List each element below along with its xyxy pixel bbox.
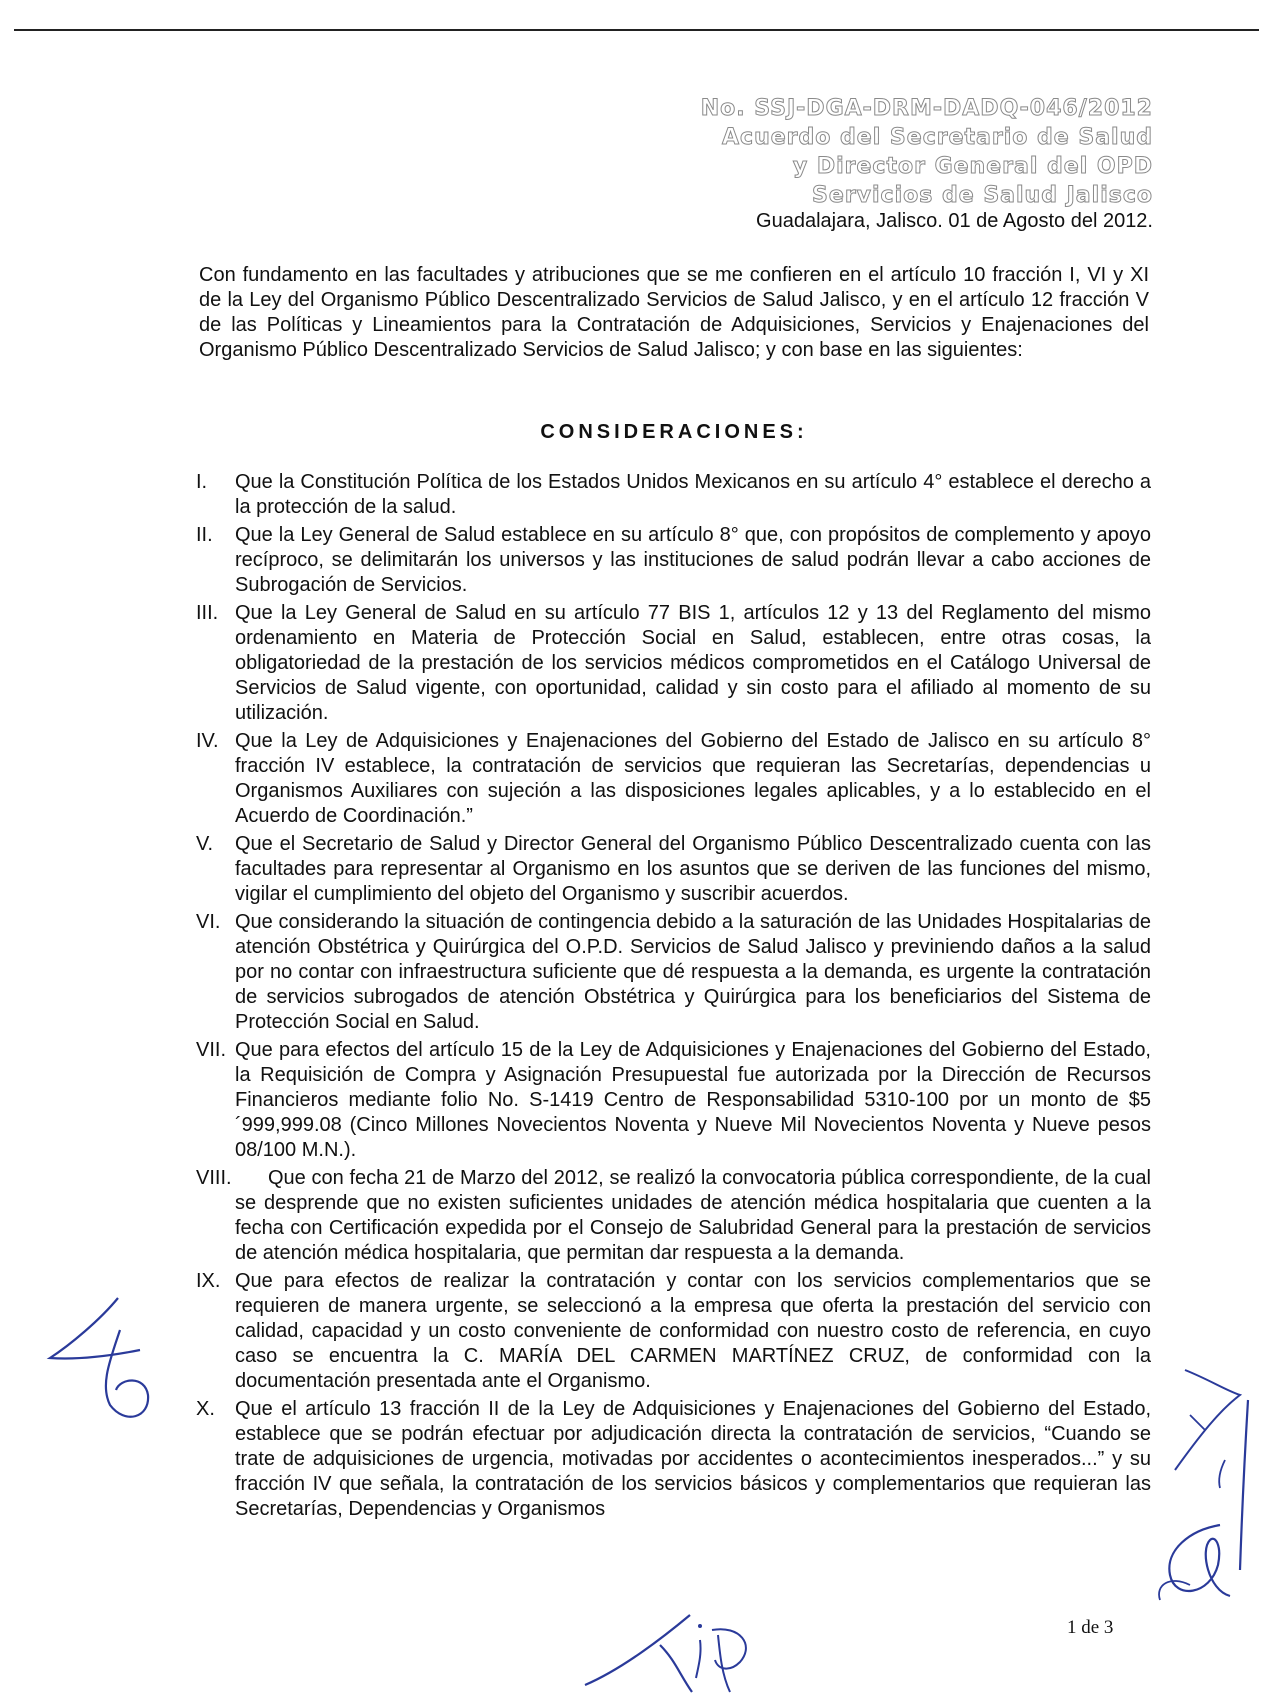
item-text: Que para efectos de realizar la contratación y contar con los servicios complementarios que se requieren de manera urgente, se seleccionó a la empresa que oferta la prestación del servicio con calidad, capacidad y un costo conveniente de conformidad con nuestro costo de referencia, en cuyo caso se encuentra la C. MARÍA DEL CARMEN MARTÍNEZ CRUZ, de conformidad con la documentación presentada ante el Organismo. xyxy=(235,1270,1151,1392)
header-line-2: Acuerdo del Secretario de Salud xyxy=(722,125,1153,150)
considerations-list xyxy=(196,470,1151,1525)
item-number: I. xyxy=(196,471,208,493)
consideration-item xyxy=(196,1166,1151,1266)
left-initials-signature xyxy=(40,1290,170,1440)
item-number: X. xyxy=(196,1398,215,1420)
item-text: Que el Secretario de Salud y Director General del Organismo Público Descentralizado cuenta con las facultades para representar al Organismo en los asuntos que se deriven de las funciones del mismo, vigilar el cumplimiento del objeto del Organismo y suscribir acuerdos. xyxy=(235,833,1151,905)
consideration-item xyxy=(196,601,1151,726)
item-number: VII. xyxy=(196,1039,227,1061)
right-margin-signature xyxy=(1130,1360,1260,1610)
item-text: Que considerando la situación de contingencia debido a la saturación de las Unidades Hospitalarias de atención Obstétrica y Quirúrgica del O.P.D. Servicios de Salud Jalisco y previniendo daños a la salud por no contar con infraestructura suficiente que dé respuesta a la demanda, es urgente la contratación de servicios subrogados de atención Obstétrica y Quirúrgica para los beneficiarios del Sistema de Protección Social en Salud. xyxy=(235,911,1151,1033)
item-number: VIII. xyxy=(196,1167,232,1189)
consideration-item xyxy=(196,470,1151,520)
item-number: IV. xyxy=(196,730,219,752)
header-line-3: y Director General del OPD xyxy=(792,154,1153,179)
consideration-item xyxy=(196,910,1151,1035)
header-line-4: Servicios de Salud Jalisco xyxy=(812,183,1153,208)
section-title: CONSIDERACIONES: xyxy=(540,421,808,443)
consideration-item xyxy=(196,832,1151,907)
document-number: No. SSJ-DGA-DRM-DADQ-046/2012 xyxy=(700,96,1153,121)
consideration-item xyxy=(196,523,1151,598)
document-header xyxy=(701,94,1153,210)
place-date: Guadalajara, Jalisco. 01 de Agosto del 2012. xyxy=(756,210,1153,232)
item-number: III. xyxy=(196,602,219,624)
intro-paragraph: Con fundamento en las facultades y atribuciones que se me confieren en el artículo 10 fracción I, VI y XI de la Ley del Organismo Público Descentralizado Servicios de Salud Jalisco, y en el artículo 12 fracción V de las Políticas y Lineamientos para la Contratación de Adquisiciones, Servicios y Enajenaciones del Organismo Público Descentralizado Servicios de Salud Jalisco; y con base en las siguientes: xyxy=(199,264,1149,361)
item-number: VI. xyxy=(196,911,221,933)
item-number: V. xyxy=(196,833,214,855)
item-text: Que la Ley General de Salud establece en su artículo 8° que, con propósitos de complemento y apoyo recíproco, se delimitarán los universos y las instituciones de salud podrán llevar a cabo acciones de Subrogación de Servicios. xyxy=(235,524,1151,596)
item-text: Que el artículo 13 fracción II de la Ley de Adquisiciones y Enajenaciones del Gobierno del Estado, establece que se podrán efectuar por adjudicación directa la contratación de servicios, “Cuando se trate de adquisiciones de urgencia, motivadas por accidentes o acontecimientos inesperados...” y su fracción IV que señala, la contratación de los servicios básicos y complementarios que requieran las Secretarías, Dependencias y Organismos xyxy=(235,1398,1151,1520)
item-text: Que para efectos del artículo 15 de la Ley de Adquisiciones y Enajenaciones del Gobierno del Estado, la Requisición de Compra y Asignación Presupuestal fue autorizada por la Dirección de Recursos Financieros mediante folio No. S-1419 Centro de Responsabilidad 5310-100 por un monto de $5´999,999.08 (Cinco Millones Novecientos Noventa y Nueve Mil Novecientos Noventa y Nueve pesos 08/100 M.N.). xyxy=(235,1039,1151,1161)
item-text: Que la Ley General de Salud en su artículo 77 BIS 1, artículos 12 y 13 del Reglamento del mismo ordenamiento en Materia de Protección Social en Salud, establecen, entre otras cosas, la obligatoriedad de la prestación de los servicios médicos comprometidos en el Catálogo Universal de Servicios de Salud vigente, con oportunidad, calidad y sin costo para el afiliado al momento de su utilización. xyxy=(235,602,1151,724)
item-number: II. xyxy=(196,524,213,546)
item-text: Que la Ley de Adquisiciones y Enajenaciones del Gobierno del Estado de Jalisco en su artículo 8° fracción IV establece, la contratación de servicios que requieran las Secretarías, dependencias u Organismos Auxiliares con sujeción a las disposiciones legales aplicables, y a lo establecido en el Acuerdo de Coordinación.” xyxy=(235,730,1151,827)
consideration-item xyxy=(196,1397,1151,1522)
consideration-item xyxy=(196,1038,1151,1163)
bottom-initials-signature xyxy=(580,1600,770,1700)
consideration-item xyxy=(196,729,1151,829)
item-text: Que la Constitución Política de los Estados Unidos Mexicanos en su artículo 4° establece el derecho a la protección de la salud. xyxy=(235,471,1151,518)
item-text: Que con fecha 21 de Marzo del 2012, se realizó la convocatoria pública correspondiente, de la cual se desprende que no existen suficientes unidades de atención médica hospitalaria que cuenten a la fecha con Certificación expedida por el Consejo de Salubridad General para la prestación de servicios de atención médica hospitalaria, que permitan dar respuesta a la demanda. xyxy=(235,1167,1151,1264)
consideration-item xyxy=(196,1269,1151,1394)
page-number: 1 de 3 xyxy=(1067,1617,1114,1638)
top-rule xyxy=(14,29,1259,31)
item-number: IX. xyxy=(196,1270,221,1292)
